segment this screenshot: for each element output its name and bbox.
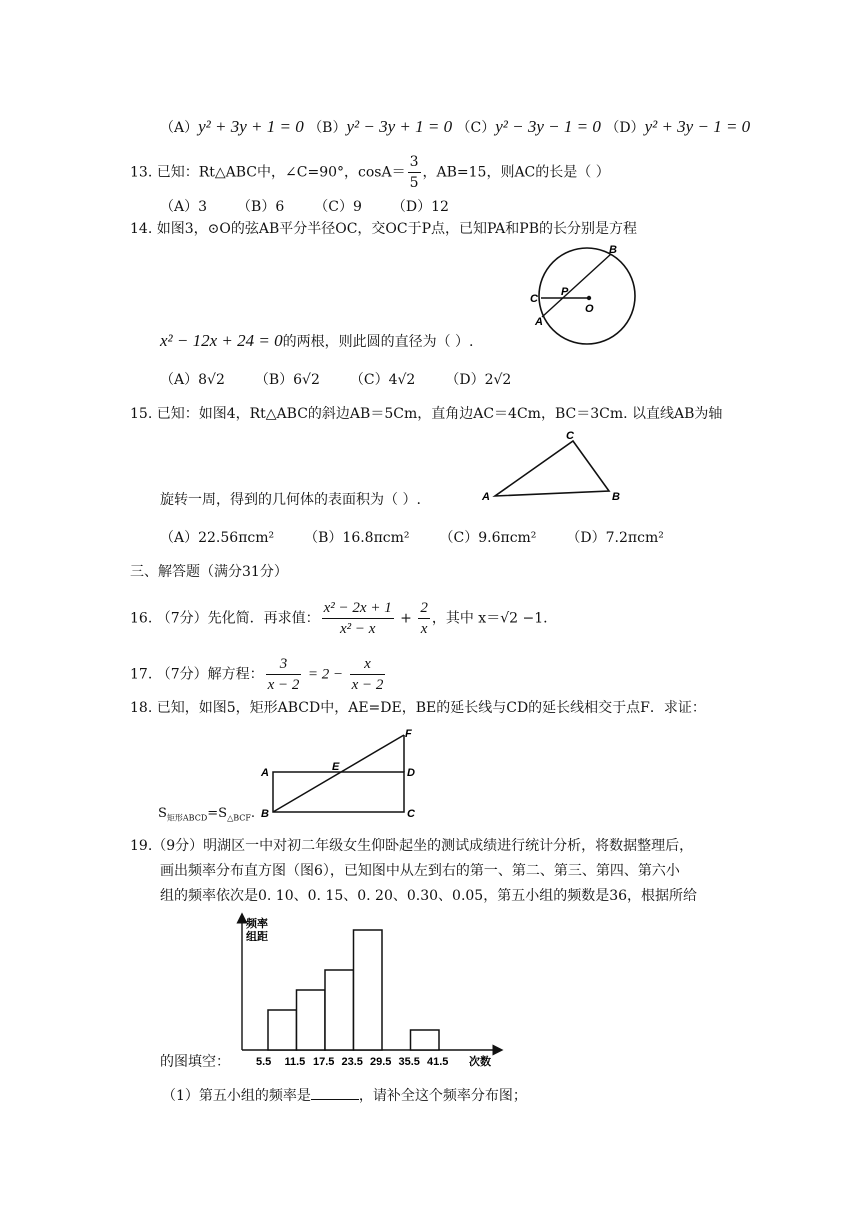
- q17-f2-den: x − 2: [351, 677, 384, 693]
- q19-number: 19.: [130, 838, 153, 854]
- x-tick-label: 5.5: [256, 1056, 272, 1068]
- label-c: C: [530, 293, 538, 305]
- histogram-bar-2: [297, 990, 326, 1050]
- label-a: A: [535, 316, 543, 328]
- q17-f2-num: x: [350, 654, 386, 675]
- q16-text2: ，其中 x＝√2 −1.: [431, 610, 548, 627]
- label-b: B: [609, 244, 617, 256]
- q19-text-1: （9分）明湖区一中对初二年级女生仰卧起坐的测试成绩进行统计分析，将数据整理后，: [152, 838, 694, 854]
- s-equals: =S: [207, 806, 228, 821]
- histogram-tick-labels: [256, 1056, 448, 1068]
- label-c: C: [407, 808, 415, 820]
- rectangle-abcd: [273, 772, 404, 812]
- q14-option-d: （D）2√2: [445, 372, 512, 388]
- q18-text: 已知，如图5，矩形ABCD中，AE=DE，BE的延长线与CD的延长线相交于点F．求证：: [156, 700, 706, 716]
- q17-f1-num: 3: [266, 654, 302, 675]
- q15-options: [160, 528, 694, 548]
- q13-option-d: （D）12: [391, 199, 449, 215]
- q19-sub1-text: （1）第五小组的频率是: [162, 1088, 311, 1104]
- q18-rectangle-figure: [255, 725, 425, 820]
- q17-text: （7分）解方程：: [156, 666, 264, 683]
- q15-triangle-figure: [478, 428, 628, 508]
- q15-text: 已知：如图4，Rt△ABC的斜边AB＝5Cm，直角边AC＝4Cm，BC＝3Cm. 以直线AB为轴: [156, 406, 723, 422]
- q17-middle: = 2 −: [307, 666, 344, 683]
- q13-option-c: （C）9: [314, 199, 362, 215]
- q19-sub1-text-after: ，请补全这个频率分布图；: [358, 1088, 527, 1104]
- q13-fraction: [408, 152, 421, 193]
- section-3-heading: 三、解答题（满分31分）: [130, 564, 288, 580]
- q16-text: （7分）先化简．再求值：: [156, 610, 320, 627]
- label-p: P: [561, 286, 569, 298]
- center-point: [587, 296, 591, 300]
- q19-line-4: 的图填空：: [160, 1054, 230, 1070]
- histogram-bars: [268, 930, 439, 1050]
- q17-fraction-2: [350, 654, 386, 695]
- q15-option-d: （D）7.2πcm²: [566, 530, 664, 546]
- q19-line-1: [130, 836, 693, 856]
- q14-stem: [130, 219, 637, 239]
- q16-f2-den: x: [420, 621, 428, 637]
- label-o: O: [585, 303, 594, 315]
- q17-fraction-1: [266, 654, 302, 695]
- q12-a-eq: y² + 3y + 1 = 0: [198, 117, 304, 136]
- q15-question: 旋转一周，得到的几何体的表面积为（ ）.: [160, 492, 421, 508]
- q12-d-eq: y² + 3y − 1 = 0: [644, 117, 751, 136]
- q16-fraction-1: [322, 598, 394, 639]
- q12-c-label: （C）: [456, 120, 496, 136]
- y-axis-label-bottom: 组距: [246, 931, 268, 943]
- q16-f2-num: 2: [418, 598, 430, 619]
- q13-text-after: ，AB=15，则AC的长是（ ）: [422, 164, 610, 181]
- label-a: A: [261, 767, 269, 779]
- histogram-bar-4: [354, 930, 383, 1050]
- x-tick-label: 29.5: [370, 1056, 392, 1068]
- q16-plus: +: [400, 610, 412, 627]
- histogram-bar-3: [325, 970, 354, 1050]
- q12-b-label: （B）: [308, 120, 347, 136]
- q12-options: [160, 117, 750, 138]
- y-axis-label-top: 频率: [246, 918, 268, 930]
- q15-option-a: （A）22.56πcm²: [160, 530, 275, 546]
- q16-fraction-2: [418, 598, 430, 639]
- s-rect-subscript: 矩形ABCD: [166, 813, 208, 823]
- label-e: E: [332, 761, 340, 773]
- x-tick-label: 11.5: [284, 1056, 306, 1068]
- q13-stem: [130, 152, 610, 193]
- triangle-abc: [495, 441, 609, 496]
- q17-number: 17.: [130, 666, 153, 683]
- q13-options: [160, 197, 479, 217]
- q14-options: [160, 370, 541, 390]
- q12-c-eq: y² − 3y − 1 = 0: [495, 117, 601, 136]
- q18-stem: [130, 698, 706, 718]
- q12-d-label: （D）: [605, 120, 645, 136]
- label-f: F: [405, 728, 412, 740]
- q15-stem: [130, 404, 722, 424]
- q13-text-before: 已知：Rt△ABC中，∠C=90°，cosA＝: [156, 164, 406, 181]
- q16-stem: [130, 598, 548, 639]
- q14-equation: x² − 12x + 24 = 0: [160, 331, 283, 350]
- answer-blank[interactable]: [311, 1085, 359, 1100]
- histogram-bar-1: [268, 1010, 297, 1050]
- q14-circle-figure: [525, 243, 645, 348]
- label-d: D: [407, 767, 415, 779]
- q15-number: 15.: [130, 406, 153, 422]
- q13-frac-den: 5: [409, 175, 419, 191]
- q14-option-a: （A）8√2: [160, 372, 225, 388]
- circle-o: [539, 248, 635, 344]
- s-tri-subscript: △BCF: [227, 813, 251, 823]
- q14-equation-line: [160, 331, 474, 352]
- label-b: B: [612, 491, 620, 503]
- q15-option-c: （C）9.6πcm²: [439, 530, 537, 546]
- q19-line-3: 组的频率依次是0. 10、0. 15、0. 20、0.30、0.05，第五小组的频数是36，根据所给: [160, 888, 698, 904]
- q12-b-eq: y² − 3y + 1 = 0: [346, 117, 453, 136]
- q17-stem: [130, 654, 387, 695]
- q13-option-b: （B）6: [237, 199, 285, 215]
- q16-number: 16.: [130, 610, 153, 627]
- s-dot: .: [250, 806, 256, 821]
- label-c: C: [566, 430, 574, 442]
- frequency-histogram: [228, 910, 508, 1072]
- q13-frac-num: 3: [408, 152, 421, 173]
- q19-line-2: 画出频率分布直方图（图6），已知图中从左到右的第一、第二、第三、第四、第六小: [160, 863, 680, 879]
- x-tick-label: 17.5: [313, 1056, 335, 1068]
- x-tick-label: 41.5: [427, 1056, 449, 1068]
- x-axis-label: 次数: [469, 1056, 491, 1068]
- q13-number: 13.: [130, 164, 153, 181]
- histogram-bar-5: [411, 1030, 440, 1050]
- q18-conclusion: [158, 804, 255, 829]
- q16-f1-den: x² − x: [339, 621, 376, 637]
- x-tick-label: 23.5: [341, 1056, 363, 1068]
- q14-text: 如图3，⊙O的弦AB平分半径OC，交OC于P点，已知PA和PB的长分别是方程: [156, 221, 637, 237]
- q13-option-a: （A）3: [160, 199, 208, 215]
- q14-option-c: （C）4√2: [349, 372, 416, 388]
- q14-text2: 的两根，则此圆的直径为（ ）.: [282, 334, 474, 350]
- label-a: A: [482, 491, 490, 503]
- q12-a-label: （A）: [160, 120, 199, 136]
- segment-bf: [273, 735, 404, 812]
- q18-number: 18.: [130, 700, 153, 716]
- x-tick-label: 35.5: [398, 1056, 420, 1068]
- q19-subquestion-1: [162, 1085, 527, 1106]
- q15-option-b: （B）16.8πcm²: [304, 530, 410, 546]
- q14-number: 14.: [130, 221, 153, 237]
- s-rect: S: [158, 806, 167, 821]
- label-b: B: [261, 808, 269, 820]
- q16-f1-num: x² − 2x + 1: [322, 598, 394, 619]
- q14-option-b: （B）6√2: [254, 372, 320, 388]
- q17-f1-den: x − 2: [267, 677, 300, 693]
